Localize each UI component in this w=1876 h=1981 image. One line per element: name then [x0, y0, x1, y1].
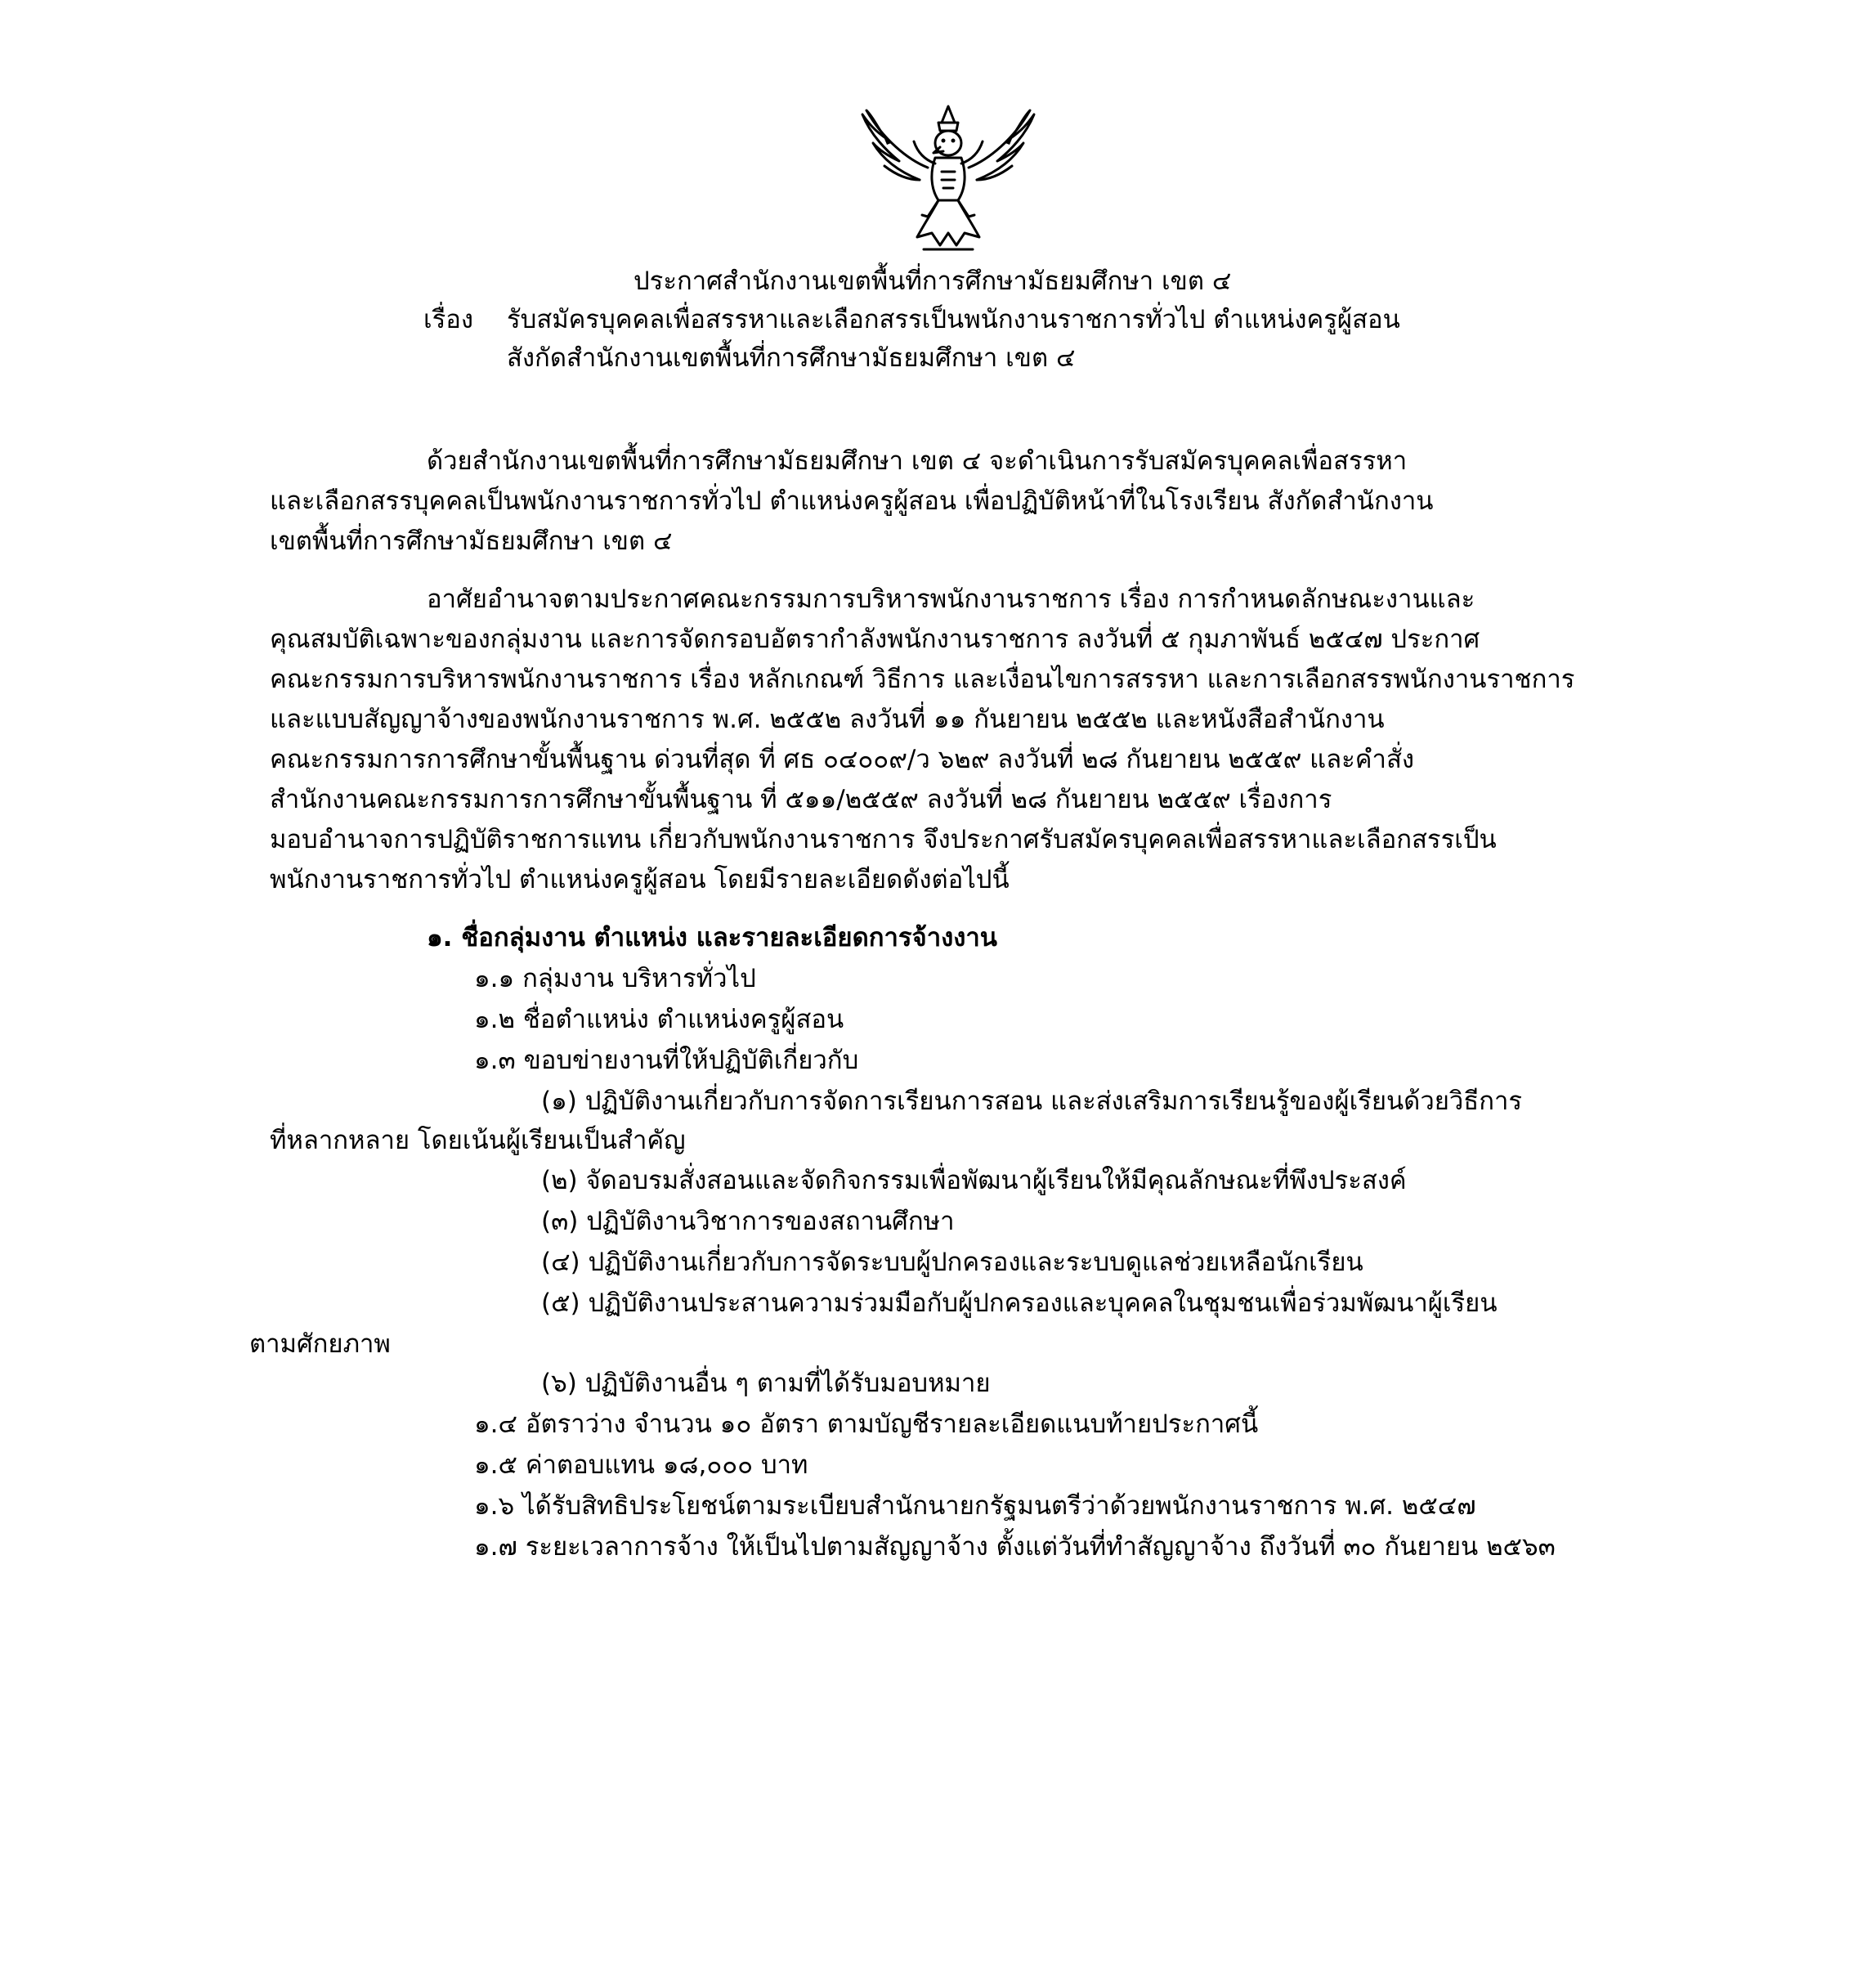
item-1-1: ๑.๑ กลุ่มงาน บริหารทั่วไป	[474, 964, 756, 993]
subject-line-1: รับสมัครบุคคลเพื่อสรรหาและเลือกสรรเป็นพนักงานราชการทั่วไป ตำแหน่งครูผู้สอน	[507, 305, 1400, 334]
duty-6: (๖) ปฏิบัติงานอื่น ๆ ตามที่ได้รับมอบหมาย	[541, 1369, 991, 1398]
paragraph-2-line-2: คุณสมบัติเฉพาะของกลุ่มงาน และการจัดกรอบอัตรากำลังพนักงานราชการ ลงวันที่ ๕ กุมภาพันธ์ ๒๕๔๗ ประกาศ	[270, 625, 1480, 654]
item-1-7: ๑.๗ ระยะเวลาการจ้าง ให้เป็นไปตามสัญญาจ้าง ตั้งแต่วันที่ทำสัญญาจ้าง ถึงวันที่ ๓๐ กันยายน ๒๕๖๓	[474, 1532, 1556, 1562]
duty-5-line-1: (๕) ปฏิบัติงานประสานความร่วมมือกับผู้ปกครองและบุคคลในชุมชนเพื่อร่วมพัฒนาผู้เรียน	[541, 1289, 1498, 1318]
paragraph-1-line-2: และเลือกสรรบุคคลเป็นพนักงานราชการทั่วไป ตำแหน่งครูผู้สอน เพื่อปฏิบัติหน้าที่ในโรงเรียน สังกัดสำนักงาน	[270, 486, 1434, 516]
paragraph-1-line-3: เขตพื้นที่การศึกษามัธยมศึกษา เขต ๔	[270, 527, 673, 556]
paragraph-2-line-4: และแบบสัญญาจ้างของพนักงานราชการ พ.ศ. ๒๕๕๒ ลงวันที่ ๑๑ กันยายน ๒๕๕๒ และหนังสือสำนักงาน	[270, 705, 1385, 734]
duty-2: (๒) จัดอบรมสั่งสอนและจัดกิจกรรมเพื่อพัฒนาผู้เรียนให้มีคุณลักษณะที่พึงประสงค์	[541, 1166, 1407, 1195]
duty-3: (๓) ปฏิบัติงานวิชาการของสถานศึกษา	[541, 1207, 955, 1236]
duty-5-line-2: ตามศักยภาพ	[249, 1329, 391, 1359]
paragraph-2-line-5: คณะกรรมการการศึกษาขั้นพื้นฐาน ด่วนที่สุด ที่ ศธ ๐๔๐๐๙/ว ๖๒๙ ลงวันที่ ๒๘ กันยายน ๒๕๕๙ และคำสั่ง	[270, 745, 1414, 774]
duty-1-line-2: ที่หลากหลาย โดยเน้นผู้เรียนเป็นสำคัญ	[270, 1126, 686, 1155]
document-title: ประกาศสำนักงานเขตพื้นที่การศึกษามัธยมศึกษา เขต ๔	[634, 267, 1232, 296]
item-1-2: ๑.๒ ชื่อตำแหน่ง ตำแหน่งครูผู้สอน	[474, 1005, 844, 1034]
paragraph-2-line-7: มอบอำนาจการปฏิบัติราชการแทน เกี่ยวกับพนักงานราชการ จึงประกาศรับสมัครบุคคลเพื่อสรรหาและเลือกสรรเป็น	[270, 825, 1497, 854]
paragraph-2-line-3: คณะกรรมการบริหารพนักงานราชการ เรื่อง หลักเกณฑ์ วิธีการ และเงื่อนไขการสรรหา และการเลือกสรรพนักงานราชการ	[270, 665, 1575, 694]
duty-1-line-1: (๑) ปฏิบัติงานเกี่ยวกับการจัดการเรียนการสอน และส่งเสริมการเรียนรู้ของผู้เรียนด้วยวิธีการ	[541, 1087, 1523, 1116]
subject-label: เรื่อง	[423, 305, 474, 334]
garuda-emblem-icon	[850, 102, 1046, 258]
item-1-3: ๑.๓ ขอบข่ายงานที่ให้ปฏิบัติเกี่ยวกับ	[474, 1046, 859, 1075]
section-1-heading: ๑. ชื่อกลุ่มงาน ตำแหน่ง และรายละเอียดการจ้างงาน	[427, 923, 997, 952]
item-1-5: ๑.๕ ค่าตอบแทน ๑๘,๐๐๐ บาท	[474, 1450, 808, 1480]
paragraph-2-line-6: สำนักงานคณะกรรมการการศึกษาขั้นพื้นฐาน ที่ ๕๑๑/๒๕๕๙ ลงวันที่ ๒๘ กันยายน ๒๕๕๙ เรื่องการ	[270, 785, 1332, 814]
item-1-6: ๑.๖ ได้รับสิทธิประโยชน์ตามระเบียบสำนักนายกรัฐมนตรีว่าด้วยพนักงานราชการ พ.ศ. ๒๕๔๗	[474, 1491, 1476, 1521]
subject-line-2: สังกัดสำนักงานเขตพื้นที่การศึกษามัธยมศึกษา เขต ๔	[507, 343, 1076, 373]
duty-4: (๔) ปฏิบัติงานเกี่ยวกับการจัดระบบผู้ปกครองและระบบดูแลช่วยเหลือนักเรียน	[541, 1248, 1363, 1277]
paragraph-1-line-1: ด้วยสำนักงานเขตพื้นที่การศึกษามัธยมศึกษา เขต ๔ จะดำเนินการรับสมัครบุคคลเพื่อสรรหา	[427, 446, 1408, 476]
paragraph-2-line-1: อาศัยอำนาจตามประกาศคณะกรรมการบริหารพนักงานราชการ เรื่อง การกำหนดลักษณะงานและ	[427, 585, 1475, 614]
item-1-4: ๑.๔ อัตราว่าง จำนวน ๑๐ อัตรา ตามบัญชีรายละเอียดแนบท้ายประกาศนี้	[474, 1410, 1259, 1439]
paragraph-2-line-8: พนักงานราชการทั่วไป ตำแหน่งครูผู้สอน โดยมีรายละเอียดดังต่อไปนี้	[270, 865, 1010, 894]
